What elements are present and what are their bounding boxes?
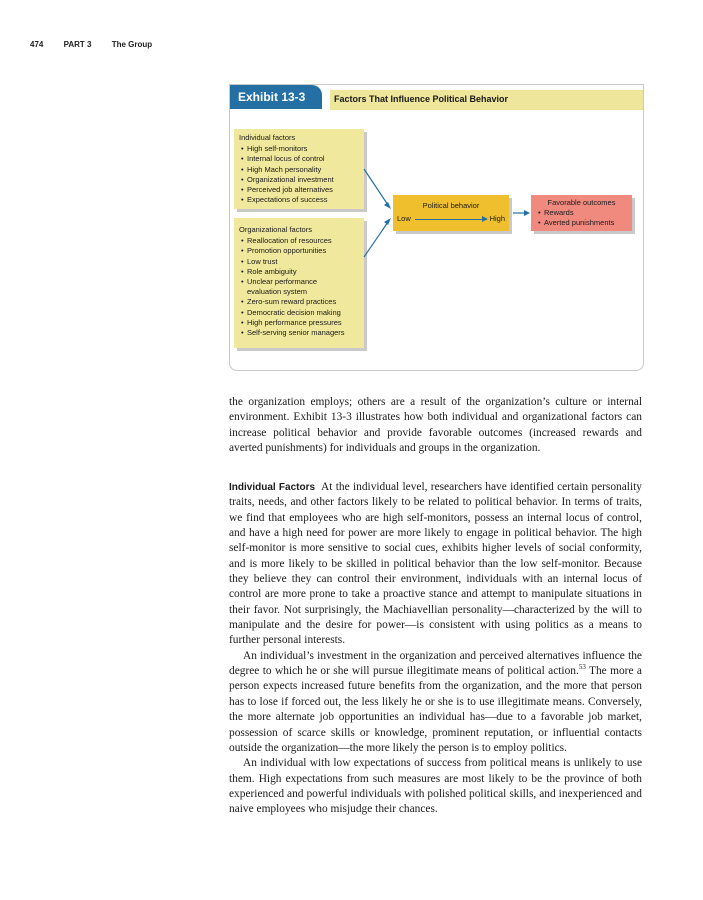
- political-behavior-box: [393, 195, 509, 231]
- arrow-head-outcomes: [524, 210, 530, 216]
- list-item: • Promotion opportunities: [239, 246, 359, 256]
- paragraph-text: An individual’s investment in the organization and perceived alternatives influence the degree to which he or she will pursue illegitimate means of political action.: [229, 649, 642, 678]
- list-item: • Perceived job alternatives: [239, 185, 359, 195]
- body-text-section: [229, 480, 642, 818]
- list-item: • Averted punishments: [536, 218, 627, 228]
- part-title: The Group: [111, 40, 153, 49]
- paragraph: the organization employs; others are a result of the organization’s culture or internal environment. Exhibit 13-3 illustrates how both individual and organizational factors can increase political behavior and provide favorable outcomes (increased rewards and averted punishments) for individuals and groups in the organization.: [229, 396, 642, 455]
- list-item: • Rewards: [536, 208, 627, 218]
- paragraph-text: The more a person expects increased future benefits from the organization, and the more that person has to lose if forced out, the less likely he or she is to use illegitimate means. Conversely, the more alternate job opportunities an individual has—due to a favorable job market, possession of scarce skills or knowledge, prominent reputation, or influential contacts outside the organization—the more likely the person is to employ politics.: [229, 665, 642, 754]
- list-item: • Zero-sum reward practices: [239, 297, 359, 307]
- paragraph-text: At the individual level, researchers have identified certain personality traits, needs, and other factors likely to be related to political behavior. In terms of traits, we find that employees who are high self-monitors, possess an internal locus of control, and have a high need for power are more likely to engage in political behavior. The high self-monitor is more sensitive to social cues, exhibits higher levels of social conformity, and is more likely to be skilled in political behavior than the low self-monitor. Because they believe they can control their environment, individuals with an internal locus of control are more prone to take a proactive stance and attempt to manipulate situations in their favor. Not surprisingly, the Machiavellian personality—characterized by the will to manipulate and the desire for power—is consistent with using politics as a means to further personal interests.: [229, 481, 642, 647]
- body-text: [229, 395, 642, 456]
- list-item: • Expectations of success: [239, 195, 359, 205]
- paragraph: [229, 649, 642, 756]
- exhibit-title: Factors That Influence Political Behavior: [334, 94, 509, 104]
- part-label: PART 3: [63, 40, 92, 49]
- list-item: • High Mach personality: [239, 165, 359, 175]
- individual-factors-title: Individual factors: [239, 133, 296, 142]
- list-item: • Internal locus of control: [239, 154, 359, 164]
- list-item: • Low trust: [239, 257, 359, 267]
- list-item: • High performance pressures: [239, 318, 359, 328]
- exhibit-figure: [229, 84, 644, 371]
- low-label: Low: [397, 214, 411, 223]
- list-item: • High self-monitors: [239, 144, 359, 154]
- footnote-ref: 53: [578, 663, 586, 672]
- list-item: • Self-serving senior managers: [239, 328, 359, 338]
- paragraph: An individual with low expectations of success from political means is unlikely to use them. High expectations from such measures are most likely to be the province of both experienced and powerful individuals with polished political skills, and inexperienced and naive employees who misjudge their chances.: [229, 757, 642, 816]
- arrow-individual-to-behavior: [364, 169, 388, 205]
- list-item: • Democratic decision making: [239, 308, 359, 318]
- arrow-head-individual: [384, 202, 391, 209]
- exhibit-label: Exhibit 13-3: [230, 85, 322, 109]
- list-item: • Organizational investment: [239, 175, 359, 185]
- high-label: High: [489, 214, 505, 223]
- list-item: • Reallocation of resources: [239, 236, 359, 246]
- arrow-head-organizational: [384, 218, 391, 225]
- running-header: [30, 40, 152, 49]
- run-in-heading: Individual Factors: [229, 482, 316, 493]
- paragraph: [229, 480, 642, 649]
- organizational-factors-title: Organizational factors: [239, 225, 312, 234]
- political-behavior-title: Political behavior: [422, 201, 480, 210]
- favorable-outcomes-box: [531, 195, 632, 231]
- list-item: • Unclear performance evaluation system: [239, 277, 359, 297]
- low-high-arrow: [415, 219, 483, 220]
- list-item: • Role ambiguity: [239, 267, 359, 277]
- favorable-outcomes-title: Favorable outcomes: [547, 198, 616, 207]
- page-number: 474: [30, 40, 44, 49]
- arrow-organizational-to-behavior: [364, 222, 388, 257]
